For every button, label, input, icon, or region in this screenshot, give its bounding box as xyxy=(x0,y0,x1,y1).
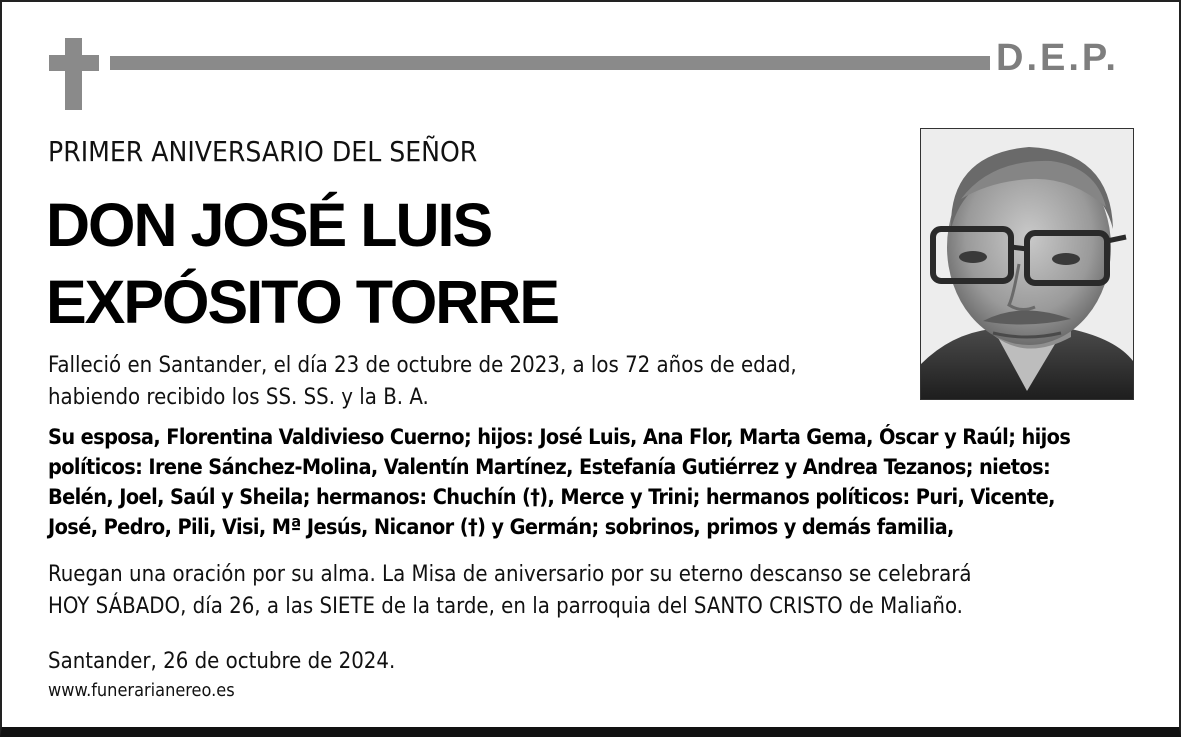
dep-heading: D.E.P. xyxy=(996,37,1119,79)
family-list-line-2: políticos: Irene Sánchez-Molina, Valentín Martínez, Estefanía Gutiérrez y Andrea Tezanos; nietos: xyxy=(48,455,1051,480)
death-details xyxy=(48,350,1148,414)
family-list xyxy=(48,423,1138,543)
deceased-name xyxy=(46,187,906,341)
website-link[interactable]: www.funerarianereo.es xyxy=(48,680,235,701)
notice-subtitle: PRIMER ANIVERSARIO DEL SEÑOR xyxy=(48,135,478,168)
deceased-name-line-1: DON JOSÉ LUIS xyxy=(46,191,492,259)
deceased-name-line-2: EXPÓSITO TORRE xyxy=(46,268,559,336)
family-list-line-3: Belén, Joel, Saúl y Sheila; hermanos: Chuchín (†), Merce y Trini; hermanos políticos: Puri, Vicente, xyxy=(48,485,1055,510)
family-list-line-1: Su esposa, Florentina Valdivieso Cuerno; hijos: José Luis, Ana Flor, Marta Gema, Óscar y Raúl; hijos xyxy=(48,425,1071,450)
mass-announcement xyxy=(48,559,1148,623)
place-date: Santander, 26 de octubre de 2024. xyxy=(48,649,396,674)
cross-icon xyxy=(49,38,99,110)
family-list-line-4: José, Pedro, Pili, Visi, Mª Jesús, Nicanor (†) y Germán; sobrinos, primos y demás familia, xyxy=(48,515,954,540)
death-details-line-2: habiendo recibido los SS. SS. y la B. A. xyxy=(48,385,429,410)
mass-announcement-line-1: Ruegan una oración por su alma. La Misa de aniversario por su eterno descanso se celebrará xyxy=(48,562,972,587)
mass-announcement-line-2: HOY SÁBADO, día 26, a las SIETE de la tarde, en la parroquia del SANTO CRISTO de Maliaño. xyxy=(48,594,963,619)
header-rule xyxy=(110,56,990,70)
death-details-line-1: Falleció en Santander, el día 23 de octubre de 2023, a los 72 años de edad, xyxy=(48,353,797,378)
